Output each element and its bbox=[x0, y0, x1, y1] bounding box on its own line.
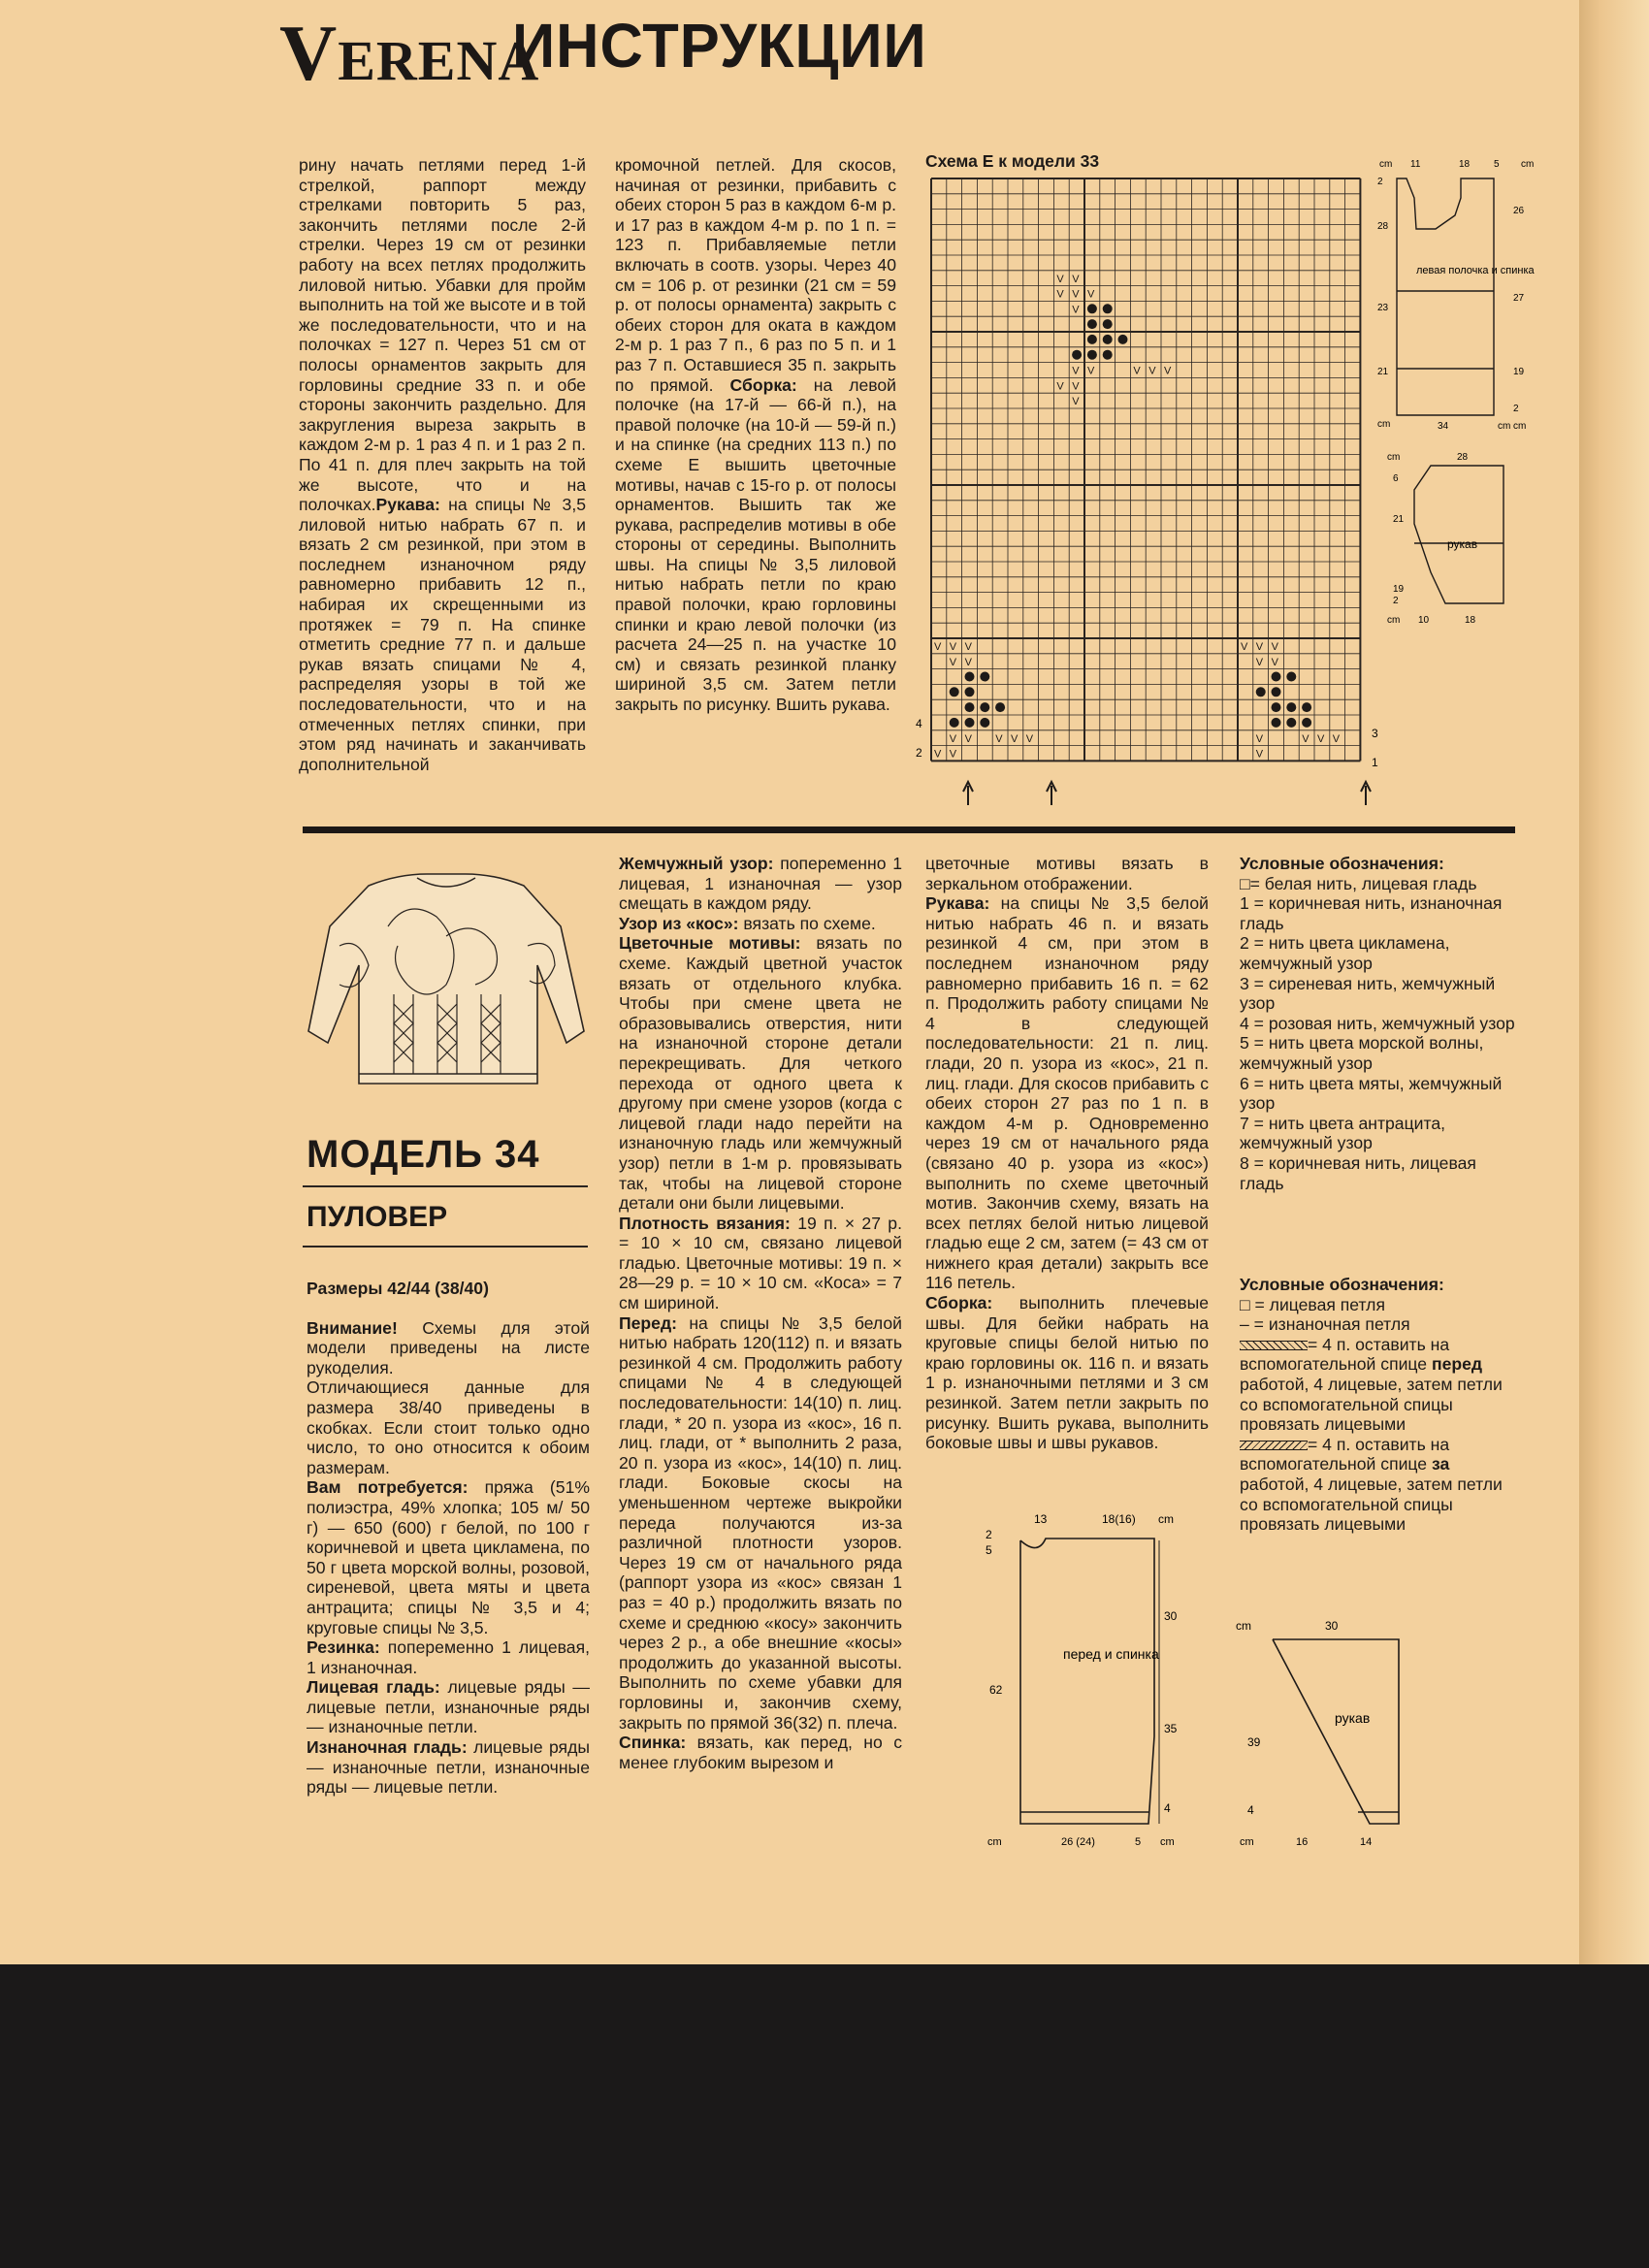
row-mark-2: 2 bbox=[916, 746, 922, 760]
svg-text:cm: cm bbox=[1521, 159, 1535, 170]
stst-label: Лицевая гладь: bbox=[307, 1677, 440, 1698]
chart-symbol-v: V bbox=[1133, 365, 1141, 377]
cable-label: Узор из «кос»: bbox=[619, 913, 739, 933]
legend2-item: – = изнаночная петля bbox=[1240, 1314, 1410, 1335]
svg-text:cm: cm bbox=[1513, 421, 1527, 432]
chart-symbol-v: V bbox=[1255, 748, 1264, 761]
chart-symbol-v: V bbox=[1011, 732, 1018, 745]
svg-text:6: 6 bbox=[1393, 473, 1399, 484]
top-column-2 bbox=[615, 155, 896, 715]
chart-symbol-dot bbox=[1286, 718, 1296, 728]
chart-symbol-v: V bbox=[964, 732, 972, 745]
flower-text: вязать по схеме. Каждый цветной участок вязать от отдельного клубка. Чтобы при смене цвета не образовывались отверстия, нити на изнаночной стороне детали перекрещивать. Для четкого перехода от одного цвета к другому при смене узоров (когда с лицевой глади надо перейти на изнаночную гладь или жемчужный узор) петли в 1-м р. провязывать так, чтобы на лицевой стороне детали они были лицевыми. bbox=[619, 933, 902, 1214]
pattern-left-label: левая полочка и спинка bbox=[1416, 265, 1535, 276]
chart-symbol-v: V bbox=[1255, 732, 1264, 745]
svg-text:11: 11 bbox=[1410, 159, 1421, 170]
svg-text:16: 16 bbox=[1296, 1836, 1309, 1848]
chart-symbol-v: V bbox=[1255, 641, 1264, 653]
sleeve-label-top: рукав bbox=[1447, 537, 1478, 551]
svg-text:34: 34 bbox=[1438, 421, 1449, 432]
chart-symbol-v: V bbox=[1072, 365, 1080, 377]
sleeve-pattern bbox=[1234, 1610, 1428, 1853]
svg-text:30: 30 bbox=[1164, 1609, 1178, 1623]
legend1-item: 7 = нить цвета антрацита, жемчужный узор bbox=[1240, 1113, 1446, 1153]
svg-text:18(16): 18(16) bbox=[1102, 1512, 1136, 1526]
chart-symbol-v: V bbox=[949, 748, 957, 761]
chart-symbol-v: V bbox=[949, 641, 957, 653]
svg-text:28: 28 bbox=[1457, 452, 1469, 463]
chart-symbol-dot bbox=[980, 672, 989, 682]
assembly-text: на левой полочке (на 17-й — 66-й п.), на правой полочке (на 10-й — 59-й п.) и на спинке (на средних 113 п.) по схеме Е вышить цветочные мотивы, начав с 15-го р. от полосы орнаментов. Вышить так же рукава, распределив мотивы в обе стороны от середины. Выполнить швы. На спицы № 3,5 лиловой нитью набрать петли по краю правой полочки, краю горловины спинки и краю левой полочки (из расчета 24—25 п. на участке 10 см) и связать резинкой планку шириной 3,5 см. Затем петли закрыть по рисунку. Вшить рукава. bbox=[615, 374, 897, 715]
svg-text:cm: cm bbox=[1387, 452, 1401, 463]
chart-symbol-dot bbox=[1103, 350, 1113, 360]
svg-text:cm: cm bbox=[987, 1836, 1002, 1848]
rev-label: Изнаночная гладь: bbox=[307, 1737, 468, 1758]
chart-symbol-v: V bbox=[1317, 732, 1325, 745]
back-label: Спинка: bbox=[619, 1733, 687, 1753]
flower-label: Цветочные мотивы: bbox=[619, 933, 801, 954]
front-pattern-outline bbox=[1397, 178, 1494, 415]
title-rule-2 bbox=[303, 1246, 588, 1247]
legend1-item: 4 = розовая нить, жемчужный узор bbox=[1240, 1013, 1515, 1033]
rib-text: попеременно 1 лицевая, 1 изнаночная. bbox=[307, 1637, 590, 1677]
chart-symbol-dot bbox=[1103, 319, 1113, 329]
gauge-label: Плотность вязания: bbox=[619, 1213, 791, 1233]
need-label: Вам потребуется: bbox=[307, 1477, 469, 1498]
chart-symbol-dot bbox=[1087, 319, 1097, 329]
need-text: пряжа (51% полиэстра, 49% хлопка; 105 м/ 50 г) — 650 (600) г белой, по 100 г коричневой и цвета цикламена, по 50 г цвета морской волны, розовой, сиреневой, цвета мяты и цвета антрацита; спицы № 3,5 и 4; круговые спицы № 3,5. bbox=[307, 1477, 591, 1637]
row-mark-1: 1 bbox=[1372, 756, 1378, 769]
top-col2-text: кромочной петлей. Для скосов, начиная от резинки, прибавить с обеих сторон 5 раз в каждом 6-м р. и 17 раз в каждом 4-м р. по 1 п. = 123 п. Прибавляемые петли включать в соотв. узоры. Через 40 см = 106 р. от резинки (21 см = 59 р. от полосы орнамента) закрыть с обеих сторон для оката в каждом 2-м р. 1 раз 7 п., 6 раз по 5 п. и 1 раз 7 п. Оставшиеся 35 п. закрыть по прямой. bbox=[615, 155, 896, 395]
schema-e-grid bbox=[912, 173, 1377, 813]
top-column-1 bbox=[299, 155, 586, 774]
chart-symbol-dot bbox=[1302, 718, 1311, 728]
chart-symbol-dot bbox=[965, 702, 975, 712]
chart-symbol-dot bbox=[1272, 702, 1281, 712]
svg-text:cm: cm bbox=[1377, 419, 1391, 430]
svg-text:cm: cm bbox=[1379, 159, 1393, 170]
svg-text:2: 2 bbox=[1513, 404, 1519, 414]
chart-symbol-v: V bbox=[964, 641, 972, 653]
svg-text:19: 19 bbox=[1393, 584, 1405, 595]
front-label: Перед: bbox=[619, 1312, 677, 1333]
pattern-drawings-top bbox=[1377, 155, 1552, 631]
legend1-item: 3 = сиреневая нить, жемчужный узор bbox=[1240, 973, 1496, 1014]
svg-text:2: 2 bbox=[1393, 596, 1399, 606]
chart-symbol-dot bbox=[995, 702, 1005, 712]
sleeves-text: на спицы № 3,5 белой нитью набрать 46 п. и вязать резинкой 4 см, при этом в последнем изнаночном ряду равномерно прибавить 16 п. = 62 п. Продолжить работу спицами № 4 в следующей последовательности: 21 п. лиц. глади, 20 п. узора из «кос», 21 п. лиц. глади. Для скосов прибавить с обеих сторон 27 раз по 1 п. в каждом 4-м р. Одновременно через 19 см от начального ряда (связано 40 р. узора из «кос») выполнить по схеме цветочный мотив. Закончив схему, вязать на всех петлях белой нитью лицевой гладью еще 2 см, затем (= 43 см от нижнего края детали) закрыть все 116 петель. bbox=[925, 893, 1209, 1293]
chart-symbol-dot bbox=[980, 718, 989, 728]
chart-symbol-v: V bbox=[1072, 288, 1080, 301]
chart-symbol-dot bbox=[1072, 350, 1082, 360]
chart-symbol-dot bbox=[1272, 672, 1281, 682]
chart-symbol-v: V bbox=[1056, 380, 1064, 393]
chart-symbol-v: V bbox=[1271, 641, 1278, 653]
arrow-up-2 bbox=[1047, 782, 1056, 805]
chart-symbol-v: V bbox=[964, 656, 972, 668]
pearl-text: попеременно 1 лицевая, 1 изнаночная — узор смещать в каждом ряду. bbox=[619, 854, 902, 914]
back-text: вязать, как перед, но с менее глубоким вырезом и bbox=[619, 1733, 902, 1772]
chart-symbol-dot bbox=[965, 672, 975, 682]
chart-symbol-v: V bbox=[1255, 656, 1264, 668]
svg-text:62: 62 bbox=[989, 1683, 1003, 1697]
legend1-item: 2 = нить цвета цикламена, жемчужный узор bbox=[1240, 933, 1450, 973]
sleeve-pattern-label: рукав bbox=[1335, 1710, 1371, 1726]
legend1-item: 1 = коричневая нить, изнаночная гладь bbox=[1240, 893, 1503, 933]
front-pattern-label: перед и спинка bbox=[1063, 1646, 1159, 1662]
assembly-label: Сборка: bbox=[729, 374, 797, 395]
chart-symbol-dot bbox=[1286, 702, 1296, 712]
chart-symbol-dot bbox=[1272, 687, 1281, 697]
svg-text:cm: cm bbox=[1236, 1619, 1251, 1633]
chart-symbol-v: V bbox=[1087, 288, 1095, 301]
chart-symbol-dot bbox=[1256, 687, 1266, 697]
legend1-item: □= белая нить, лицевая гладь bbox=[1240, 873, 1477, 893]
svg-text:5: 5 bbox=[986, 1543, 992, 1557]
attention-label: Внимание! bbox=[307, 1317, 398, 1338]
sleeve-pattern-outline bbox=[1414, 466, 1504, 603]
chart-symbol-v: V bbox=[995, 732, 1003, 745]
front-back-pattern bbox=[980, 1504, 1193, 1853]
chart-symbol-dot bbox=[1087, 350, 1097, 360]
chart-symbol-v: V bbox=[1302, 732, 1310, 745]
svg-text:4: 4 bbox=[1247, 1803, 1254, 1817]
cable-back-symbol bbox=[1240, 1441, 1308, 1450]
scanner-background bbox=[0, 1964, 1649, 2268]
chart-symbol-dot bbox=[1272, 718, 1281, 728]
page-edge bbox=[1579, 0, 1649, 1964]
legend2-title: Условные обозначения: bbox=[1240, 1275, 1444, 1294]
chart-symbol-dot bbox=[1103, 304, 1113, 313]
svg-text:18: 18 bbox=[1465, 615, 1476, 626]
chart-symbol-dot bbox=[980, 702, 989, 712]
svg-text:19: 19 bbox=[1513, 367, 1525, 377]
chart-symbol-dot bbox=[1118, 335, 1128, 344]
svg-text:10: 10 bbox=[1418, 615, 1430, 626]
cable-text: вязать по схеме. bbox=[738, 913, 876, 933]
svg-text:26 (24): 26 (24) bbox=[1061, 1836, 1095, 1848]
bottom-column-3 bbox=[925, 854, 1209, 1453]
brand-logo bbox=[279, 8, 539, 99]
chart-symbol-dot bbox=[1103, 335, 1113, 344]
sizes-label: Размеры 42/44 (38/40) bbox=[307, 1279, 489, 1298]
assembly-text-2: выполнить плечевые швы. Для бейки набрать на круговые спицы белой нитью по краю горловины ок. 116 п. и вязать 1 р. изнаночными петлями и 3 см резинкой. Затем петли закрыть по рисунку. Вшить рукава, выполнить боковые швы и швы рукавов. bbox=[925, 1293, 1209, 1453]
legend-2: Условные обозначения: □ = лицевая петля – = изнаночная петля = 4 п. оставить на вспомогательной спице перед работой, 4 лицевые, затем петли со вспомогательной спицы провязать лицевыми = 4 п. оставить на вспомогательной спице за работой, 4 лицевые, затем петли со вспомогательной спицы провязать лицевыми bbox=[1240, 1275, 1521, 1535]
bottom-column-2 bbox=[619, 854, 902, 1772]
brand-cap: V bbox=[279, 9, 339, 97]
chart-symbol-v: V bbox=[949, 656, 957, 668]
legend1-item: 8 = коричневая нить, лицевая гладь bbox=[1240, 1152, 1476, 1193]
svg-text:5: 5 bbox=[1494, 159, 1500, 170]
chart-symbol-v: V bbox=[1072, 273, 1080, 285]
svg-text:5: 5 bbox=[1135, 1836, 1142, 1848]
svg-text:35: 35 bbox=[1164, 1722, 1178, 1735]
svg-text:27: 27 bbox=[1513, 293, 1525, 304]
chart-symbol-v: V bbox=[1148, 365, 1156, 377]
svg-text:23: 23 bbox=[1377, 303, 1389, 313]
bottom-column-1 bbox=[307, 1279, 590, 1798]
cable-front-symbol bbox=[1240, 1341, 1308, 1350]
legend-1 bbox=[1240, 854, 1521, 1193]
svg-text:14: 14 bbox=[1360, 1836, 1373, 1848]
row-mark-3: 3 bbox=[1372, 727, 1378, 740]
svg-text:30: 30 bbox=[1325, 1619, 1339, 1633]
svg-text:cm: cm bbox=[1387, 615, 1401, 626]
chart-symbol-v: V bbox=[934, 641, 942, 653]
arrow-up-3 bbox=[1361, 782, 1371, 805]
svg-text:26: 26 bbox=[1513, 206, 1525, 216]
chart-symbol-dot bbox=[1302, 702, 1311, 712]
diff-note: Отличающиеся данные для размера 38/40 приведены в скобках. Если стоит только одно число, то оно относится к обоим размерам. bbox=[307, 1377, 590, 1477]
row-mark-4: 4 bbox=[916, 717, 922, 730]
svg-text:cm: cm bbox=[1498, 421, 1511, 432]
attention-text: Схемы для этой модели приведены на листе рукоделия. bbox=[307, 1317, 590, 1377]
svg-text:21: 21 bbox=[1393, 514, 1405, 525]
chart-symbol-dot bbox=[965, 687, 975, 697]
gauge-text: 19 п. × 27 р. = 10 × 10 см, связано лицевой гладью. Цветочные мотивы: 19 п. × 28—29 р. = 10 × 10 см. «Коса» = 7 см шириной. bbox=[619, 1213, 902, 1313]
rib-label: Резинка: bbox=[307, 1637, 380, 1658]
svg-text:18: 18 bbox=[1459, 159, 1471, 170]
svg-text:21: 21 bbox=[1377, 367, 1389, 377]
chart-symbol-v: V bbox=[1056, 288, 1064, 301]
model-subtitle: ПУЛОВЕР bbox=[307, 1201, 448, 1233]
svg-text:13: 13 bbox=[1034, 1512, 1048, 1526]
sleeves-label: Рукава: bbox=[925, 893, 990, 914]
legend1-item: 6 = нить цвета мяты, жемчужный узор bbox=[1240, 1073, 1503, 1114]
sleeve-label: Рукава: bbox=[375, 495, 440, 515]
chart-symbol-v: V bbox=[1087, 365, 1095, 377]
chart-symbol-v: V bbox=[1271, 656, 1278, 668]
model-title: МОДЕЛЬ 34 bbox=[307, 1133, 540, 1176]
col3-intro: цветочные мотивы вязать в зеркальном отображении. bbox=[925, 854, 1209, 893]
chart-symbol-v: V bbox=[1164, 365, 1172, 377]
svg-text:2: 2 bbox=[986, 1528, 992, 1541]
svg-text:2: 2 bbox=[1377, 177, 1383, 187]
legend2-item: □ = лицевая петля bbox=[1240, 1294, 1385, 1314]
chart-symbol-v: V bbox=[934, 748, 942, 761]
sweater-illustration bbox=[301, 859, 592, 1101]
chart-symbol-v: V bbox=[949, 732, 957, 745]
chart-symbol-v: V bbox=[1072, 380, 1080, 393]
assembly-label-2: Сборка: bbox=[925, 1293, 993, 1313]
legend1-title: Условные обозначения: bbox=[1240, 854, 1444, 873]
chart-symbol-v: V bbox=[1056, 273, 1064, 285]
arrow-marks bbox=[963, 782, 1371, 805]
page-header-title: ИНСТРУКЦИИ bbox=[512, 11, 927, 81]
pearl-label: Жемчужный узор: bbox=[619, 854, 774, 873]
chart-symbol-dot bbox=[1087, 335, 1097, 344]
chart-symbol-dot bbox=[1286, 672, 1296, 682]
stst-text: лицевые ряды — лицевые петли, изнаночные ряды — изнаночные петли. bbox=[307, 1677, 590, 1737]
svg-text:cm: cm bbox=[1160, 1836, 1175, 1848]
legend1-item: 5 = нить цвета морской волны, жемчужный узор bbox=[1240, 1033, 1484, 1073]
svg-text:cm: cm bbox=[1240, 1836, 1254, 1848]
chart-symbol-v: V bbox=[1072, 396, 1080, 408]
chart-symbol-v: V bbox=[1072, 304, 1080, 316]
svg-text:cm: cm bbox=[1158, 1512, 1174, 1526]
svg-text:4: 4 bbox=[1164, 1801, 1171, 1815]
chart-symbol-dot bbox=[965, 718, 975, 728]
svg-text:39: 39 bbox=[1247, 1735, 1261, 1749]
chart-symbol-dot bbox=[950, 718, 959, 728]
chart-symbol-dot bbox=[950, 687, 959, 697]
front-pattern-shape bbox=[1020, 1539, 1154, 1824]
top-col1-text: рину начать петлями перед 1-й стрелкой, раппорт между стрелками повторить 5 раз, закончить петлями после 2-й стрелки. Через 19 см от резинки работу на всех петлях продолжить лиловой нитью. Убавки для пройм выполнить на той же высоте и в той же последовательности, что и на полочках = 127 п. Через 51 см от полосы орнаментов закрыть для горловины средние 33 п. и обе стороны закончить раздельно. Для закругления выреза закрыть в каждом 2-м р. 1 раз 4 п. и 1 раз 2 п. По 41 п. для плеч закрыть на той же высоте, что и на полочках. bbox=[299, 155, 586, 515]
section-divider bbox=[303, 826, 1515, 833]
chart-symbol-v: V bbox=[1241, 641, 1248, 653]
brand-rest: ERENA bbox=[338, 29, 540, 92]
sleeve-shape bbox=[1273, 1639, 1399, 1824]
svg-text:28: 28 bbox=[1377, 221, 1389, 232]
chart-symbol-dot bbox=[1087, 304, 1097, 313]
chart-symbol-v: V bbox=[1332, 732, 1341, 745]
schema-title: Схема Е к модели 33 bbox=[925, 151, 1100, 171]
front-text: на спицы № 3,5 белой нитью набрать 120(112) п. и вязать резинкой 4 см. Продолжить работу спицами № 4 в следующей последовательности: 14(10) п. лиц. глади, * 20 п. узора из «кос», 16 п. лиц. глади, от * выполнить 2 раза, 20 п. узора из «кос», 14(10) п. лиц. глади. Боковые скосы на уменьшенном чертеже выкройки переда получаются из-за различной плотности узоров. Через 19 см от начального ряда (раппорт узора из «кос» связан 1 раз = 40 р.) продолжить вязать по схеме и среднюю «косу» закончить через 2 р., а обе внешние «косы» продолжить до указанной высоты. Выполнить по схеме убавки для горловины и, закончив схему, закрыть по прямой 36(32) п. плеча. bbox=[619, 1312, 902, 1733]
chart-symbol-v: V bbox=[1025, 732, 1034, 745]
rev-text: лицевые ряды — изнаночные петли, изнаночные ряды — лицевые петли. bbox=[307, 1737, 590, 1798]
arrow-up-1 bbox=[963, 782, 973, 805]
sleeve-text: на спицы № 3,5 лиловой нитью набрать 67 п. и вязать 2 см резинкой, при этом в последнем изнаночном ряду равномерно прибавить 12 п., набирая их скрещенными из протяжек = 79 п. На спинке отметить средние 77 п. и дальше рукав вязать спицами № 4, распределяя узоры в той же последовательности, что и на отмеченных петлях спинки, при этом ряд начинать и заканчивать дополнительной bbox=[299, 495, 586, 774]
title-rule-1 bbox=[303, 1185, 588, 1187]
